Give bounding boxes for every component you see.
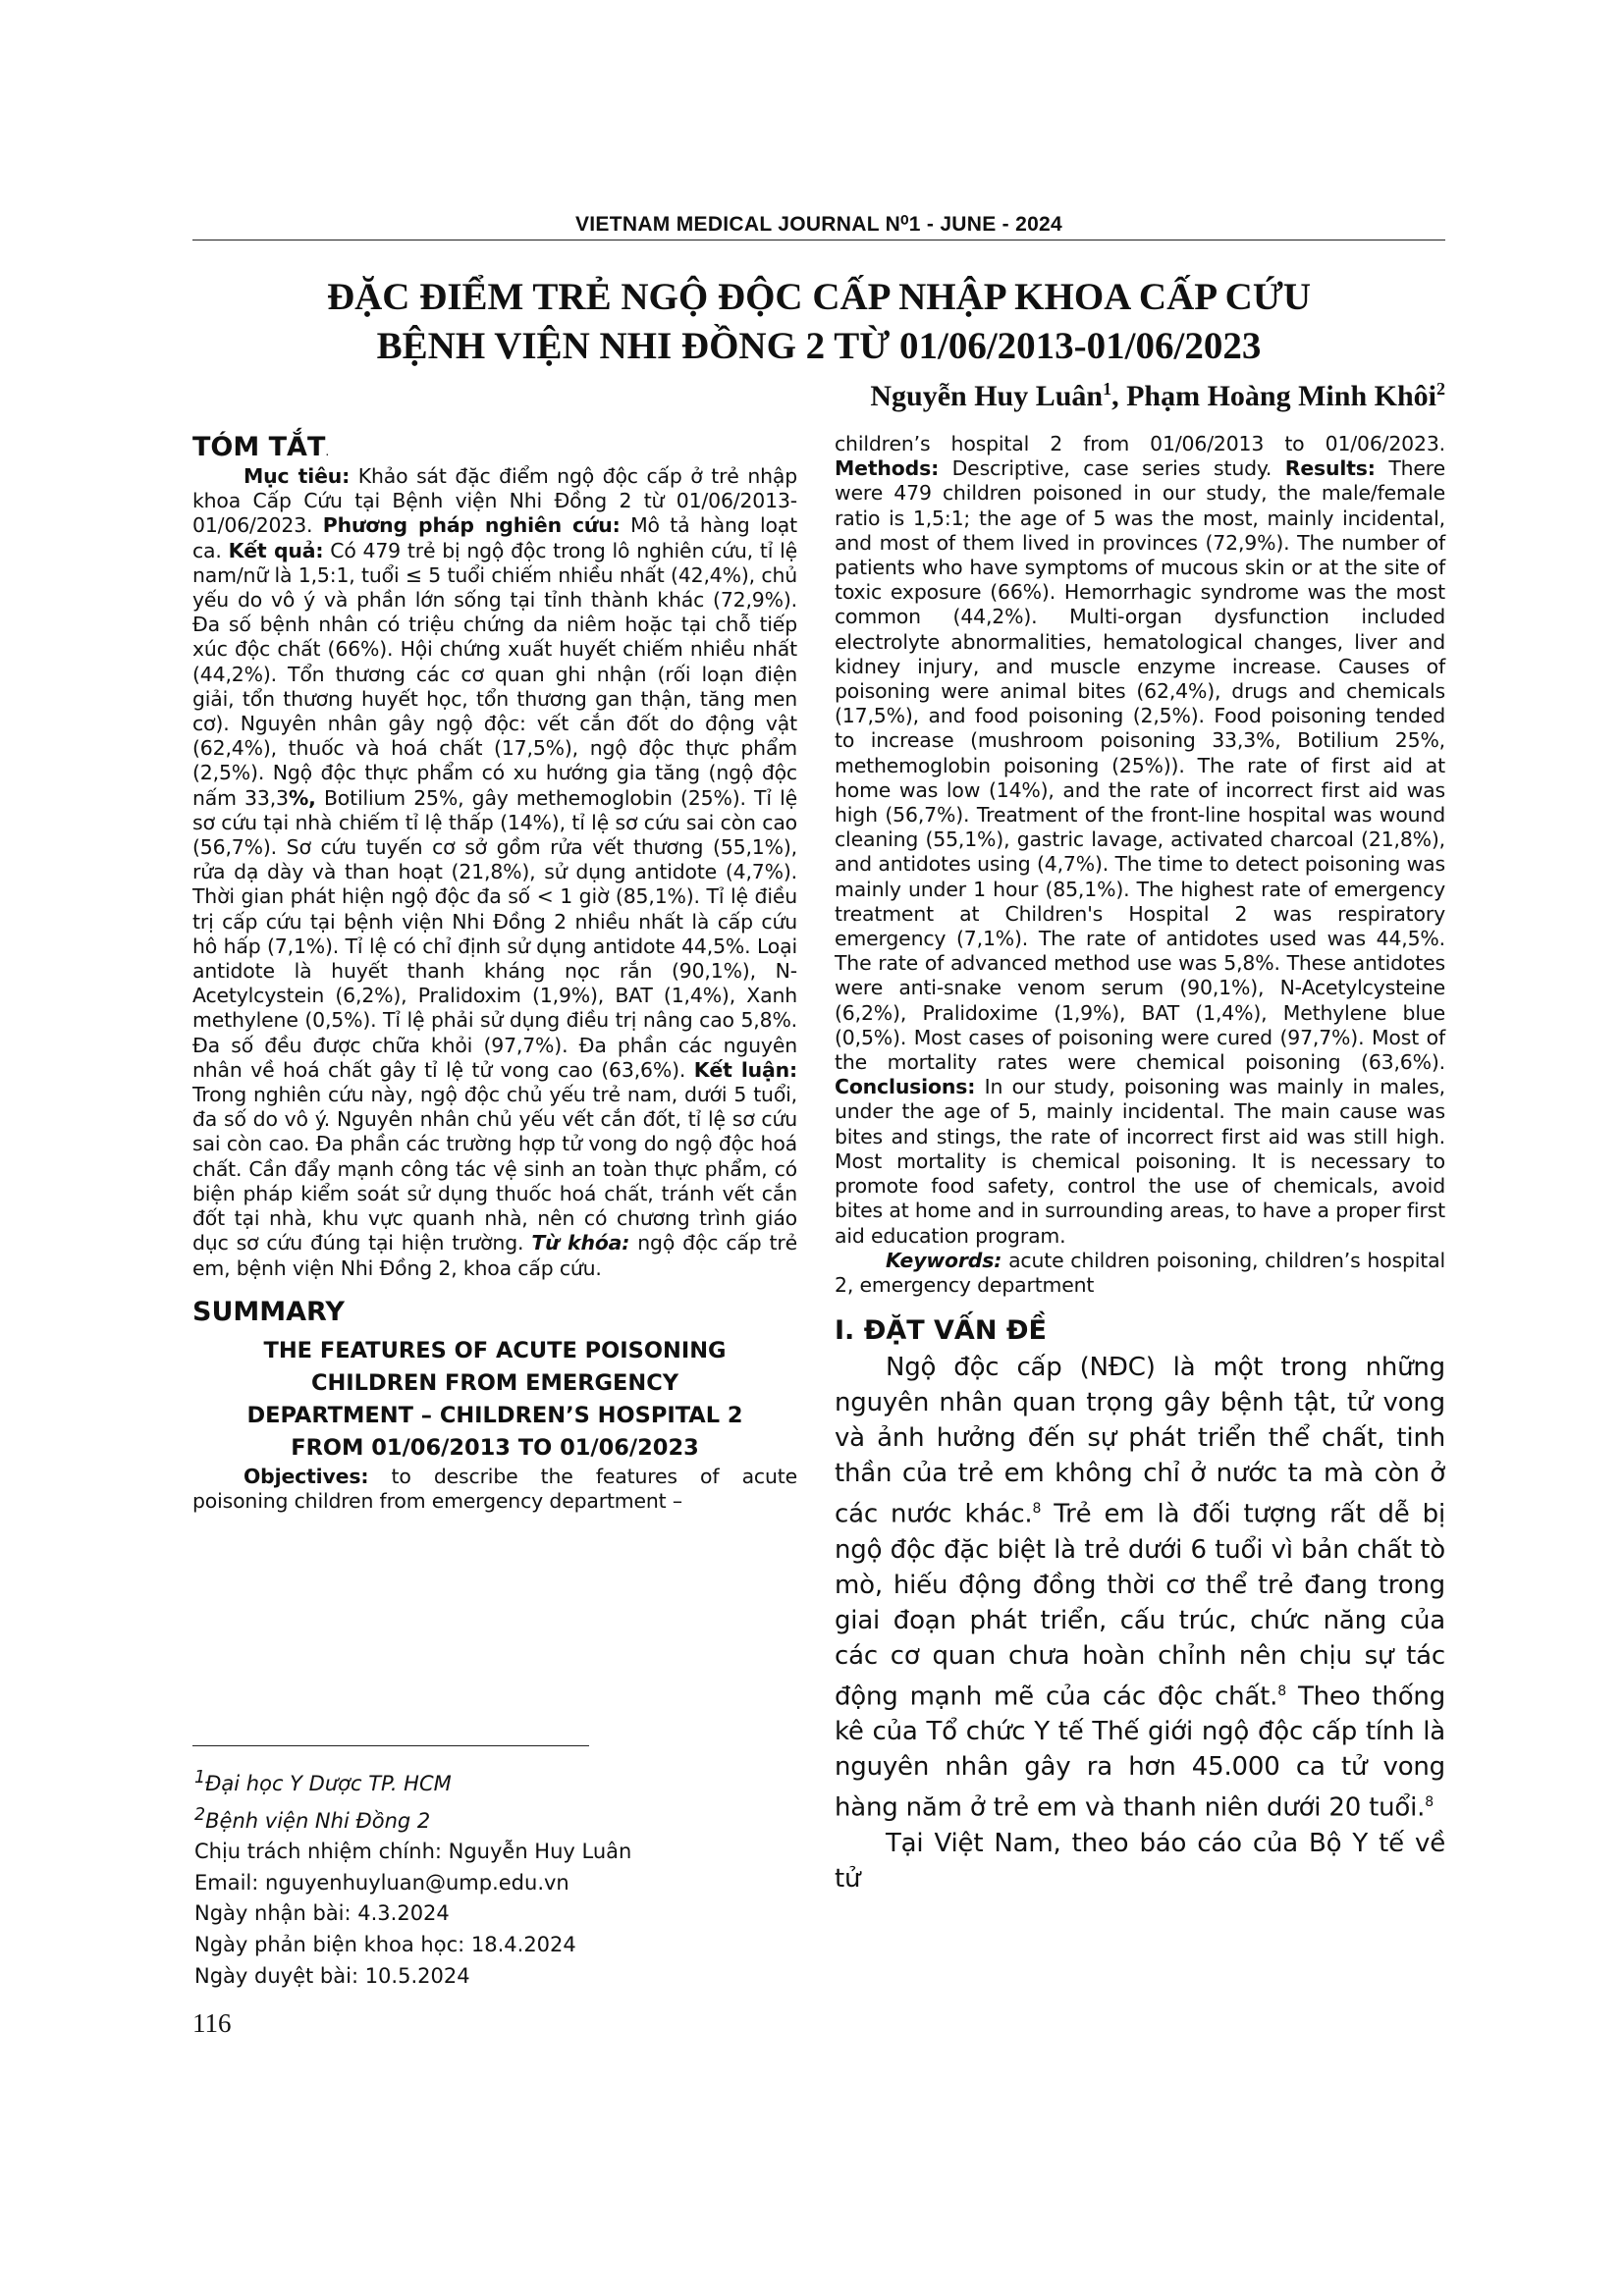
abstract-vi-body bbox=[192, 464, 797, 1281]
left-column bbox=[192, 432, 797, 1514]
method-text: Mô tả hàng loạt ca. bbox=[192, 513, 797, 562]
date-received: Ngày nhận bài: 4.3.2024 bbox=[194, 1901, 450, 1926]
results-label-en: Results: bbox=[1284, 456, 1376, 481]
date-reviewed: Ngày phản biện khoa học: 18.4.2024 bbox=[194, 1932, 576, 1956]
citation-ref: 8 bbox=[1032, 1501, 1042, 1518]
corresponding-author: Chịu trách nhiệm chính: Nguyễn Huy Luân bbox=[194, 1840, 632, 1864]
introduction-heading: I. ĐẶT VẤN ĐỀ bbox=[835, 1315, 1047, 1347]
affiliation-1: $^1$Đại học Y Dược TP. HCM bbox=[194, 1768, 452, 1795]
footnote-rule bbox=[192, 1745, 589, 1746]
conclusion-label: Kết luận: bbox=[693, 1057, 798, 1082]
english-title bbox=[192, 1335, 797, 1465]
objective-text: Khảo sát đặc điểm ngộ độc cấp ở trẻ nhập khoa Cấp Cứu tại Bệnh viện Nhi Đồng 2 từ 01/06/2013-01/06/2023. bbox=[192, 464, 797, 538]
keywords-label: Từ khóa: bbox=[531, 1231, 630, 1255]
title-line-2: BỆNH VIỆN NHI ĐỒNG 2 TỪ 01/06/2013-01/06/2023 bbox=[376, 325, 1262, 367]
objective-label: Mục tiêu: bbox=[244, 464, 351, 488]
affiliation-2: $^2$Bệnh viện Nhi Đồng 2 bbox=[194, 1804, 431, 1833]
right-column bbox=[835, 432, 1445, 1896]
author-2-affiliation: 2 bbox=[1436, 379, 1445, 399]
footnotes bbox=[194, 1763, 803, 1992]
results-text-en: There were 479 children poisoned in our study, the male/female ratio is 1,5:1; the age of 5 was the most, mainly incidental, and most of them lived in provinces (72,9%). The number of patients who have symptoms of mucous skin or at the site of toxic exposure (66%). Hemorrhagic syndrome was the most common (44,2%). Multi-organ dysfunction included electrolyte abnormalities, hematological changes, liver and kidney injury, and muscle enzyme increase. Causes of poisoning were animal bites (62,4%), drugs and chemicals (17,5%), and food poisoning (2,5%). Food poisoning tended to increase (mushroom poisoning 33,3%, Botilium 25%, methemoglobin poisoning (25%)). The rate of first aid at home was low (14%), and the rate of incorrect first aid was high (56,7%). Treatment of the front-line hospital was wound cleaning (55,1%), gastric lavage, activated charcoal (21,8%), and antidotes using (4,7%). The time to detect poisoning was mainly under 1 hour (85,1%). The highest rate of emergency treatment at Children's Hospital 2 was respiratory emergency (7,1%). The rate of antidotes used was 44,5%. The rate of advanced method use was 5,8%. These antidotes were anti-snake venom serum (90,1%), N-Acetylcysteine (6,2%), Pralidoxime (1,9%), BAT (1,4%), Methylene blue (0,5%). Most cases of poisoning were cured (97,7%). Most of the mortality rates were chemical poisoning (63,6%). bbox=[835, 456, 1445, 1075]
method-label: Phương pháp nghiên cứu: bbox=[322, 513, 621, 538]
citation-ref: 8 bbox=[1277, 1682, 1286, 1699]
keywords-en-label: Keywords: bbox=[886, 1248, 1002, 1272]
running-header: VIETNAM MEDICAL JOURNAL N⁰1 - JUNE - 2024 bbox=[574, 213, 1063, 236]
keywords-en-text: acute children poisoning, children’s hospital 2, emergency department bbox=[835, 1248, 1445, 1297]
date-accepted: Ngày duyệt bài: 10.5.2024 bbox=[194, 1963, 470, 1988]
summary-heading: SUMMARY bbox=[192, 1296, 345, 1327]
keywords-text: ngộ độc cấp trẻ em, bệnh viện Nhi Đồng 2, khoa cấp cứu. bbox=[192, 1231, 797, 1280]
conclusions-text: In our study, poisoning was mainly in males, under the age of 5, mainly incidental. The main cause was bites and stings, the rate of incorrect first aid was still high. Most mortality is chemical poisoning. It is necessary to promote food safety, control the use of chemicals, avoid bites at home and in surrounding areas, to have a proper first aid education program. bbox=[835, 1075, 1445, 1248]
conclusions-label: Conclusions: bbox=[835, 1075, 976, 1099]
introduction-paragraph-2: Tại Việt Nam, theo báo cáo của Bộ Y tế về tử bbox=[835, 1829, 1445, 1895]
author-1-affiliation: 1 bbox=[1103, 379, 1112, 399]
results-label: Kết quả: bbox=[228, 538, 324, 562]
results-percent: %, bbox=[288, 785, 316, 810]
abstract-en-body bbox=[835, 432, 1445, 1249]
page-number: 116 bbox=[192, 2008, 232, 2038]
methods-label: Methods: bbox=[835, 456, 940, 481]
author-list bbox=[870, 379, 1445, 413]
title-line-1: ĐẶC ĐIỂM TRẺ NGỘ ĐỘC CẤP NHẬP KHOA CẤP CỨU bbox=[326, 276, 1312, 318]
english-title-line-2: CHILDREN FROM EMERGENCY bbox=[310, 1369, 679, 1396]
article-title bbox=[192, 273, 1445, 371]
author-2: Phạm Hoàng Minh Khôi bbox=[1126, 380, 1436, 412]
results-text-a: Có 479 trẻ bị ngộ độc trong lô nghiên cứu, tỉ lệ nam/nữ là 1,5:1, tuổi ≤ 5 tuổi chiếm nhiều nhất (42,4%), chủ yếu do vô ý và phần lớn sống tại tỉnh thành khác (72,9%). Đa số bệnh nhân có triệu chứng da niêm hoặc tại chỗ tiếp xúc độc chất (66%). Hội chứng xuất huyết chiếm nhiều nhất (44,2%). Tổn thương các cơ quan ghi nhận (rối loạn điện giải, tổn thương huyết học, tổn thương gan thận, tăng men cơ). Nguyên nhân gây ngộ độc: vết cắn đốt do động vật (62,4%), thuốc và hoá chất (17,5%), ngộ độc thực phẩm (2,5%). Ngộ độc thực phẩm có xu hướng gia tăng (ngộ độc nấm 33,3 bbox=[192, 538, 797, 810]
conclusion-text: Trong nghiên cứu này, ngộ độc chủ yếu trẻ nam, dưới 5 tuổi, đa số do vô ý. Nguyên nhân chủ yếu vết cắn đốt, tỉ lệ sơ cứu sai còn cao. Đa phần các trường hợp tử vong do ngộ độc hoá chất. Cần đẩy mạnh công tác vệ sinh an toàn thực phẩm, có biện pháp kiểm soát sử dụng thuốc hoá chất, tránh vết cắn đốt tại nhà, khu vực quanh nhà, nên có chương trình giáo dục sơ cứu đúng tại hiện trường. bbox=[192, 1083, 797, 1255]
citation-ref: 8 bbox=[1425, 1794, 1434, 1811]
abstract-vi-heading: TÓM TẮT. bbox=[192, 432, 330, 462]
abstract-en-body-start bbox=[192, 1465, 797, 1514]
results-text-b: Botilium 25%, gây methemoglobin (25%). Tỉ lệ sơ cứu tại nhà chiếm tỉ lệ thấp (14%), tỉ lệ sơ cứu sai còn cao (56,7%). Sơ cứu tuyến cơ sở gồm rửa vết thương (55,1%), rửa dạ dày và than hoạt (21,8%), sử dụng antidote (4,7%). Thời gian phát hiện ngộ độc đa số < 1 giờ (85,1%). Tỉ lệ điều trị cấp cứu tại bệnh viện Nhi Đồng 2 nhiều nhất là cấp cứu hô hấp (7,1%). Tỉ lệ có chỉ định sử dụng antidote 44,5%. Loại antidote là huyết thanh kháng nọc rắn (90,1%), N-Acetylcystein (6,2%), Pralidoxim (1,9%), BAT (1,4%), Xanh methylene (0,5%). Tỉ lệ phải sử dụng điều trị nâng cao 5,8%. Đa số đều được chữa khỏi (97,7%). Đa phần các nguyên nhân về hoá chất gây tỉ lệ tử vong cao (63,6%). bbox=[192, 785, 797, 1082]
english-title-line-1: THE FEATURES OF ACUTE POISONING bbox=[263, 1337, 727, 1363]
author-separator: , bbox=[1111, 380, 1127, 412]
methods-text: Descriptive, case series study. bbox=[939, 456, 1285, 481]
author-1: Nguyễn Huy Luân bbox=[870, 380, 1104, 412]
objectives-label: Objectives: bbox=[244, 1464, 369, 1488]
introduction-paragraph-1: Ngộ độc cấp (NĐC) là một trong những nguyên nhân quan trọng gây bệnh tật, tử vong và ảnh hưởng đến sự phát triển thể chất, tinh thần của trẻ em không chỉ ở nước ta mà còn ở các nước khác.$^8$ Trẻ em là đối tượng rất dễ bị ngộ độc đặc biệt là trẻ dưới 6 tuổi vì bản chất tò mò, hiếu động đồng thời cơ thể trẻ đang trong giai đoạn phát triển, cấu trúc, chức năng của các cơ quan chưa hoàn chỉnh nên chịu sự tác động mạnh mẽ của các độc chất.$^8$ Theo thống kê của Tổ chức Y tế Thế giới ngộ độc cấp tính là nguyên nhân gây ra hơn 45.000 ca tử vong hàng năm ở trẻ em và thanh niên dưới 20 tuổi.$^8$ bbox=[835, 1353, 1445, 1824]
objectives-text-start: to describe the features of acute poisoning children from emergency department – bbox=[192, 1464, 797, 1513]
keywords-en bbox=[835, 1249, 1445, 1298]
english-title-line-3: DEPARTMENT – CHILDREN’S HOSPITAL 2 bbox=[246, 1402, 743, 1428]
english-title-line-4: FROM 01/06/2013 TO 01/06/2023 bbox=[291, 1434, 699, 1461]
email: Email: nguyenhuyluan@ump.edu.vn bbox=[194, 1870, 569, 1895]
objectives-text-end: children’s hospital 2 from 01/06/2013 to 01/06/2023. bbox=[835, 432, 1445, 455]
